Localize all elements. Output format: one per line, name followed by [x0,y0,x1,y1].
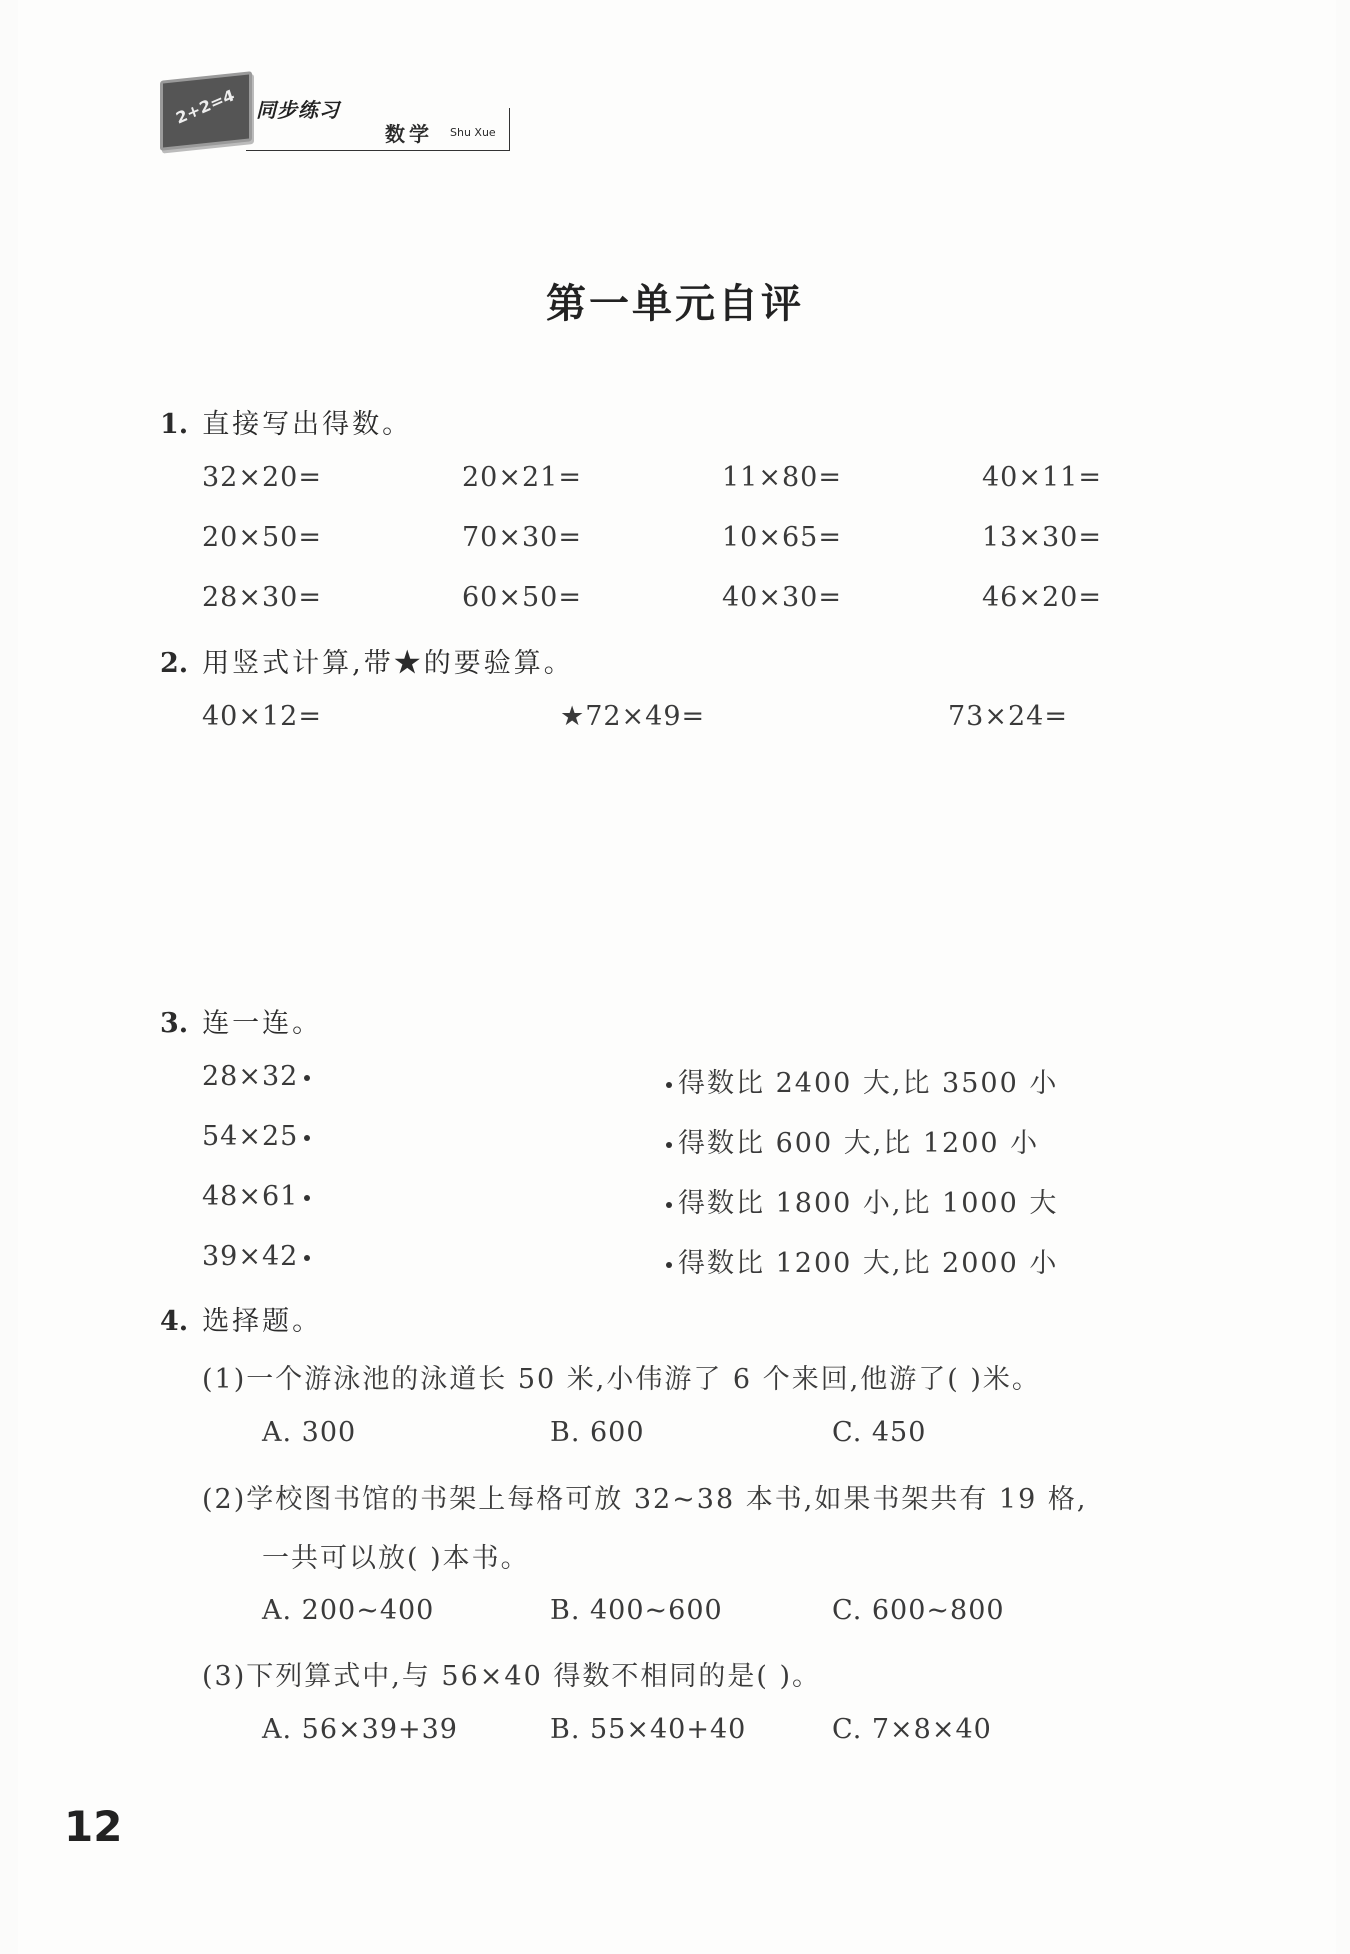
sub-question-2: (2)学校图书馆的书架上每格可放 32~38 本书,如果书架共有 19 格, [202,1484,1088,1515]
match-right-label: 得数比 600 大,比 1200 小 [678,1128,1040,1159]
calc-item: 10×65= [722,522,842,553]
calc-item: 20×50= [202,522,322,553]
option-b[interactable]: B. 55×40+40 [550,1714,747,1745]
question-1 [160,402,412,441]
match-dot[interactable] [666,1142,672,1148]
match-left-item [202,1241,316,1272]
match-dot[interactable] [304,1255,310,1261]
question-text: 选择题。 [202,1306,323,1337]
question-number: 4. [160,1306,189,1337]
calc-item: 46×20= [982,582,1102,613]
vertical-calc-item: ★72×49= [560,701,706,732]
match-left-item [202,1121,316,1152]
sub-question-2-cont: 一共可以放( )本书。 [262,1543,530,1574]
match-left-label: 28×32 [202,1061,299,1092]
question-number: 1. [160,409,189,440]
match-right-item [660,1061,1058,1100]
match-dot[interactable] [304,1195,310,1201]
calc-item: 40×11= [982,462,1102,493]
sub-question-1: (1)一个游泳池的泳道长 50 米,小伟游了 6 个来回,他游了( )米。 [202,1364,1041,1395]
subject-pinyin: Shu Xue [450,126,496,139]
question-number: 2. [160,648,189,679]
book-header [160,68,510,158]
match-right-item [660,1181,1058,1220]
question-2 [160,641,574,680]
option-b[interactable]: B. 600 [550,1417,645,1448]
match-dot[interactable] [304,1075,310,1081]
question-text: 直接写出得数。 [202,409,413,440]
match-dot[interactable] [666,1202,672,1208]
question-number: 3. [160,1008,189,1039]
match-left-item [202,1061,316,1092]
question-text: 连一连。 [202,1008,323,1039]
option-c[interactable]: C. 450 [832,1417,927,1448]
page-title: 第一单元自评 [546,280,804,327]
header-tick [509,108,510,151]
option-c[interactable]: C. 7×8×40 [832,1714,992,1745]
question-3 [160,1001,322,1040]
match-right-item [660,1121,1039,1160]
calc-item: 28×30= [202,582,322,613]
calc-item: 11×80= [722,462,842,493]
option-c[interactable]: C. 600~800 [832,1595,1005,1626]
page-number: 12 [64,1802,123,1851]
header-rule [246,150,510,151]
match-left-label: 48×61 [202,1181,299,1212]
calc-item: 32×20= [202,462,322,493]
option-b[interactable]: B. 400~600 [550,1595,723,1626]
match-left-label: 39×42 [202,1241,299,1272]
match-left-label: 54×25 [202,1121,299,1152]
series-label: 同步练习 [256,98,340,122]
option-a[interactable]: A. 300 [262,1417,357,1448]
option-a[interactable]: A. 200~400 [262,1595,435,1626]
match-dot[interactable] [304,1135,310,1141]
calc-item: 60×50= [462,582,582,613]
question-text: 用竖式计算,带★的要验算。 [202,648,574,679]
match-dot[interactable] [666,1082,672,1088]
sub-question-3: (3)下列算式中,与 56×40 得数不相同的是( )。 [202,1661,821,1692]
question-4 [160,1299,322,1338]
calc-item: 13×30= [982,522,1102,553]
chalkboard-text: 2+2=4 [173,85,237,128]
calc-item: 20×21= [462,462,582,493]
vertical-calc-item: 73×24= [948,701,1068,732]
match-dot[interactable] [666,1262,672,1268]
match-right-label: 得数比 1200 大,比 2000 小 [678,1248,1059,1279]
match-right-label: 得数比 1800 小,比 1000 大 [678,1188,1059,1219]
match-right-item [660,1241,1058,1280]
calc-item: 70×30= [462,522,582,553]
match-left-item [202,1181,316,1212]
vertical-calc-item: 40×12= [202,701,322,732]
subject-label: 数学 [385,122,433,146]
calc-item: 40×30= [722,582,842,613]
match-right-label: 得数比 2400 大,比 3500 小 [678,1068,1059,1099]
option-a[interactable]: A. 56×39+39 [262,1714,458,1745]
chalkboard-logo [160,71,252,151]
